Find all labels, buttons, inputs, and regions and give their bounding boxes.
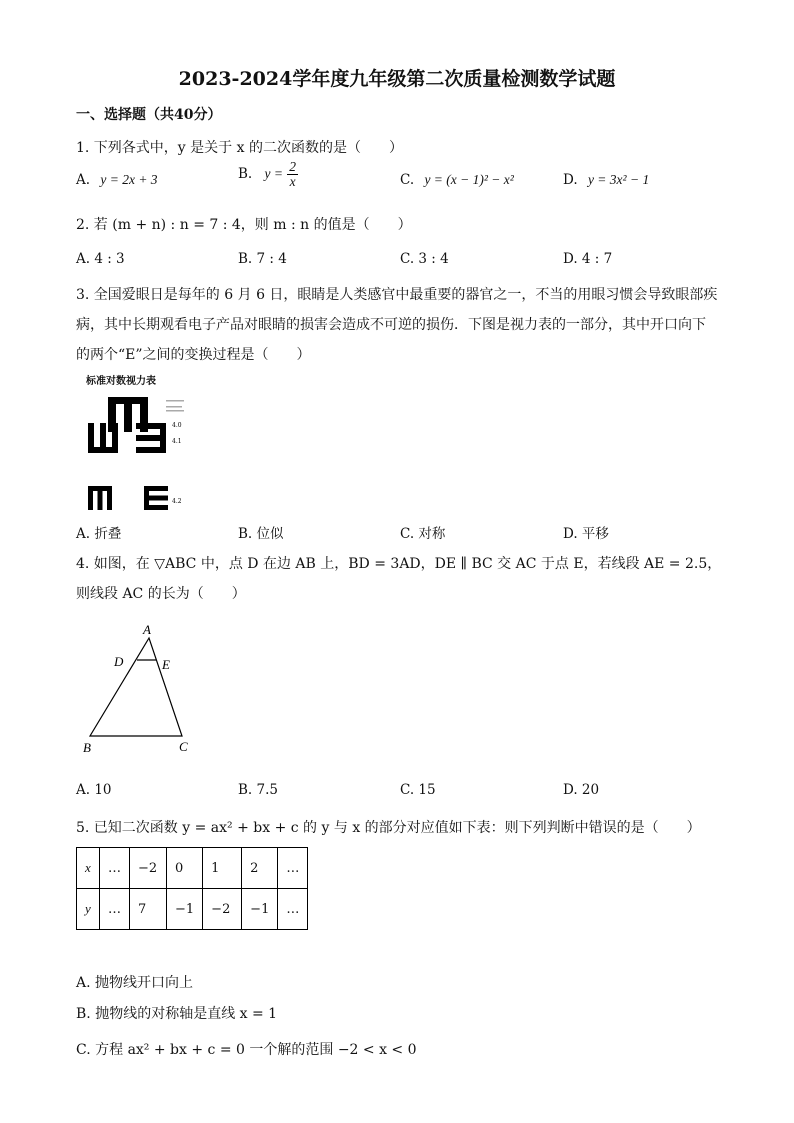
- table-cell: …: [100, 848, 130, 889]
- q1-stem: 1. 下列各式中，y 是关于 x 的二次函数的是（ ）: [76, 140, 403, 156]
- q1-option-d-expr: y = 3x² − 1: [587, 172, 650, 187]
- q1-option-c-expr: y = (x − 1)² − x²: [424, 172, 514, 187]
- vertex-label-c: C: [179, 739, 188, 754]
- triangle-abc: [90, 638, 182, 736]
- q2-option-b: B. 7 : 4: [238, 251, 287, 267]
- eye-chart-title: 标准对数视力表: [86, 376, 156, 387]
- eye-chart-e-small-down: [88, 486, 112, 510]
- table-cell: …: [278, 889, 308, 930]
- q1-option-a: [76, 172, 158, 188]
- point-label-e: E: [162, 657, 170, 672]
- q2-option-d: D. 4 : 7: [563, 251, 613, 267]
- q3-line-3: 的两个“E”之间的变换过程是（ ）: [76, 347, 311, 363]
- q1-option-b-label: B.: [238, 166, 253, 182]
- eye-chart-value-4-2: 4.2: [172, 498, 182, 505]
- eye-chart-e-medium-left: [136, 423, 166, 453]
- q3-option-d: D. 平移: [563, 526, 609, 542]
- q2-option-a: A. 4 : 3: [76, 251, 125, 267]
- q1-option-d: [563, 172, 649, 188]
- q1-option-a-label: A.: [76, 172, 91, 188]
- q1-option-c-label: C.: [400, 172, 415, 188]
- q3-option-a: A. 折叠: [76, 526, 122, 542]
- q1-option-b-numerator: 2: [289, 159, 297, 174]
- eye-chart-value-4-0: 4.0: [172, 422, 182, 429]
- q2-stem: 2. 若 (m + n) : n = 7 : 4，则 m : n 的值是（ ）: [76, 217, 412, 233]
- q4-option-d: D. 20: [563, 782, 600, 798]
- section-heading: 一、选择题（共40分）: [76, 107, 222, 123]
- q5-stem: 5. 已知二次函数 y = ax² + bx + c 的 y 与 x 的部分对应值如下表：则下列判断中错误的是（ ）: [76, 820, 701, 836]
- table-cell: y: [77, 889, 100, 930]
- q4-option-b: B. 7.5: [238, 782, 278, 798]
- q1-option-a-expr: y = 2x + 3: [100, 172, 158, 187]
- q1-option-b-fraction: [287, 160, 298, 188]
- table-cell: −2: [203, 889, 242, 930]
- q1-option-b: [238, 160, 298, 188]
- table-row-x: [77, 848, 308, 889]
- page-title: 2023-2024学年度九年级第二次质量检测数学试题: [178, 68, 616, 90]
- table-cell: −2: [130, 848, 167, 889]
- table-cell: …: [278, 848, 308, 889]
- q1-option-c: [400, 172, 514, 188]
- table-cell: 7: [130, 889, 167, 930]
- q5-option-a: A. 抛物线开口向上: [76, 975, 194, 991]
- q4-option-c: C. 15: [400, 782, 436, 798]
- table-cell: −1: [242, 889, 278, 930]
- table-cell: 2: [242, 848, 278, 889]
- vertex-label-a: A: [143, 622, 151, 637]
- table-cell: 0: [167, 848, 203, 889]
- q5-option-c: C. 方程 ax² + bx + c = 0 一个解的范围 −2 < x < 0: [76, 1042, 417, 1058]
- q1-option-b-denominator: x: [289, 173, 296, 189]
- table-row-y: [77, 889, 308, 930]
- eye-chart: [80, 388, 190, 512]
- q5-option-b: B. 抛物线的对称轴是直线 x = 1: [76, 1006, 278, 1022]
- triangle-figure: [76, 618, 206, 758]
- eye-chart-value-4-1: 4.1: [172, 438, 182, 445]
- q4-line-1: 4. 如图，在 ▽ABC 中，点 D 在边 AB 上，BD = 3AD，DE ∥ BC 交 AC 于点 E，若线段 AE = 2.5，: [76, 556, 722, 572]
- q3-option-b: B. 位似: [238, 526, 284, 542]
- q2-option-c: C. 3 : 4: [400, 251, 449, 267]
- table-cell: −1: [167, 889, 203, 930]
- table-cell: …: [100, 889, 130, 930]
- q4-line-2: 则线段 AC 的长为（ ）: [76, 586, 246, 602]
- eye-chart-e-small-right: [144, 486, 168, 510]
- q3-line-2: 病，其中长期观看电子产品对眼睛的损害会造成不可逆的损伤．下图是视力表的一部分，其中开口向下: [76, 317, 706, 333]
- q4-option-a: A. 10: [76, 782, 112, 798]
- table-cell: x: [77, 848, 100, 889]
- q3-option-c: C. 对称: [400, 526, 446, 542]
- vertex-label-b: B: [83, 740, 91, 755]
- q1-option-d-label: D.: [563, 172, 578, 188]
- q3-line-1: 3. 全国爱眼日是每年的 6 月 6 日，眼睛是人类感官中最重要的器官之一，不当的用眼习惯会导致眼部疾: [76, 287, 718, 303]
- point-label-d: D: [114, 654, 124, 669]
- value-table: [76, 847, 308, 930]
- table-cell: 1: [203, 848, 242, 889]
- q1-option-b-lhs: y =: [264, 166, 283, 181]
